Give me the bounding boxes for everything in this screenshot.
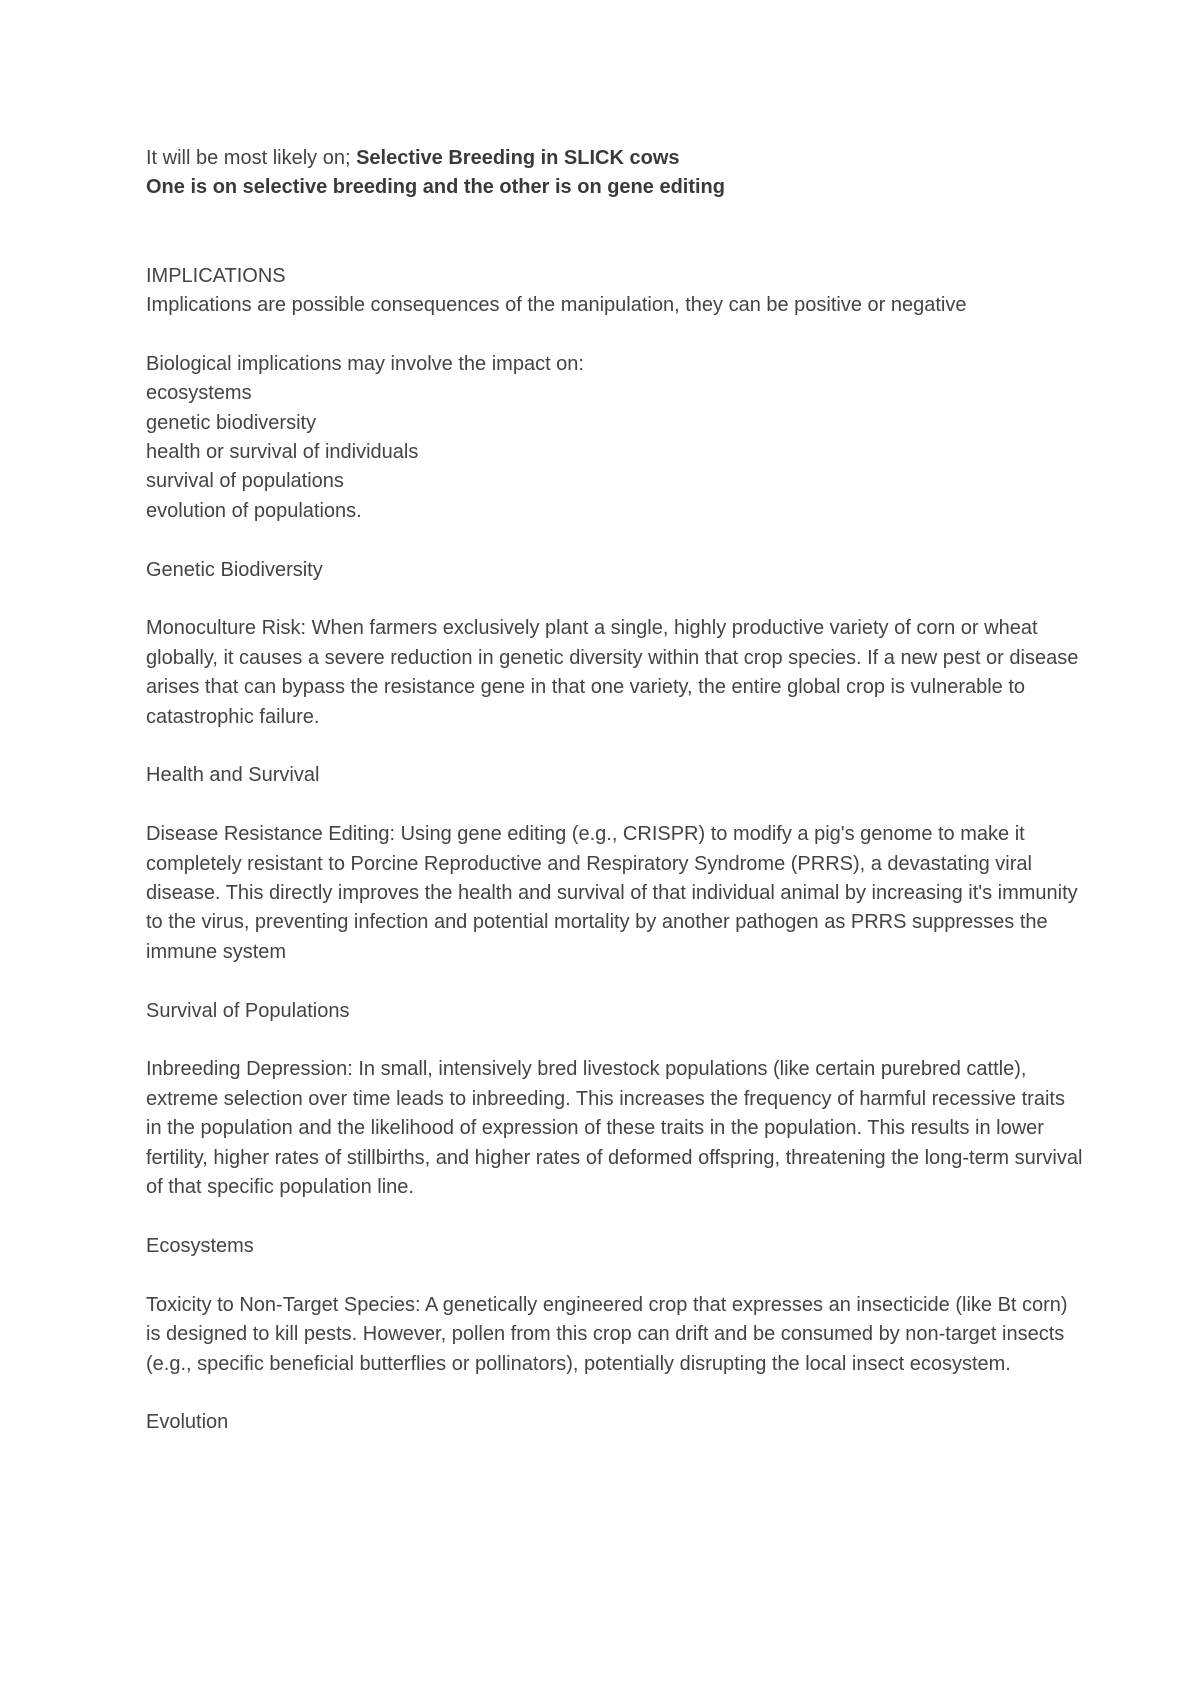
spacer xyxy=(146,1026,1086,1055)
biological-lead: Biological implications may involve the impact on: xyxy=(146,352,584,375)
intro-prefix: It will be most likely on; xyxy=(146,147,357,169)
implications-definition: Implications are possible consequences of the manipulation, they can be positive or negative xyxy=(146,294,967,317)
section-heading-genetic-biodiversity: Genetic Biodiversity xyxy=(146,558,323,581)
implications-heading: IMPLICATIONS xyxy=(146,264,286,287)
document-body xyxy=(146,144,1086,1438)
spacer xyxy=(146,967,1086,996)
spacer xyxy=(146,732,1086,761)
section-heading-evolution: Evolution xyxy=(146,1411,229,1434)
intro-line-2: One is on selective breeding and the other is on gene editing xyxy=(146,176,725,199)
list-item: health or survival of individuals xyxy=(146,441,419,464)
intro-line-1 xyxy=(146,144,1086,173)
section-body-health-survival: Disease Resistance Editing: Using gene editing (e.g., CRISPR) to modify a pig's genome to make it completely resistant to Porcine Reproductive and Respiratory Syndrome (PRRS), a devastating viral disease. This directly improves the health and survival of that individual animal by increasing it's immunity to the virus, preventing infection and potential mortality by another pathogen as PRRS suppresses the immune system xyxy=(146,823,1078,963)
section-body-survival-populations: Inbreeding Depression: In small, intensively bred livestock populations (like certain purebred cattle), extreme selection over time leads to inbreeding. This increases the frequency of harmful recessive traits in the population and the likelihood of expression of these traits in the population. This results in lower fertility, higher rates of stillbirths, and higher rates of deformed offspring, threatening the long-term survival of that specific population line. xyxy=(146,1058,1083,1199)
spacer xyxy=(146,526,1086,555)
spacer xyxy=(146,1261,1086,1290)
section-body-genetic-biodiversity: Monoculture Risk: When farmers exclusively plant a single, highly productive variety of corn or wheat globally, it causes a severe reduction in genetic diversity within that crop species. If a new pest or disease arises that can bypass the resistance gene in that one variety, the entire global crop is vulnerable to catastrophic failure. xyxy=(146,617,1079,728)
intro-topic: Selective Breeding in SLICK cows xyxy=(356,147,680,169)
list-item: ecosystems xyxy=(146,382,252,405)
spacer xyxy=(146,1379,1086,1408)
spacer xyxy=(146,320,1086,349)
section-heading-health-survival: Health and Survival xyxy=(146,764,320,787)
list-item: genetic biodiversity xyxy=(146,411,317,434)
spacer xyxy=(146,1203,1086,1232)
section-body-ecosystems: Toxicity to Non-Target Species: A genetically engineered crop that expresses an insecticide (like Bt corn) is designed to kill pests. However, pollen from this crop can drift and be consumed by non-target insects (e.g., specific beneficial butterflies or pollinators), potentially disrupting the local insect ecosystem. xyxy=(146,1293,1068,1375)
spacer xyxy=(146,203,1086,262)
spacer xyxy=(146,791,1086,820)
spacer xyxy=(146,585,1086,614)
list-item: survival of populations xyxy=(146,470,344,493)
section-heading-ecosystems: Ecosystems xyxy=(146,1234,254,1257)
list-item: evolution of populations. xyxy=(146,499,362,522)
section-heading-survival-populations: Survival of Populations xyxy=(146,999,350,1022)
